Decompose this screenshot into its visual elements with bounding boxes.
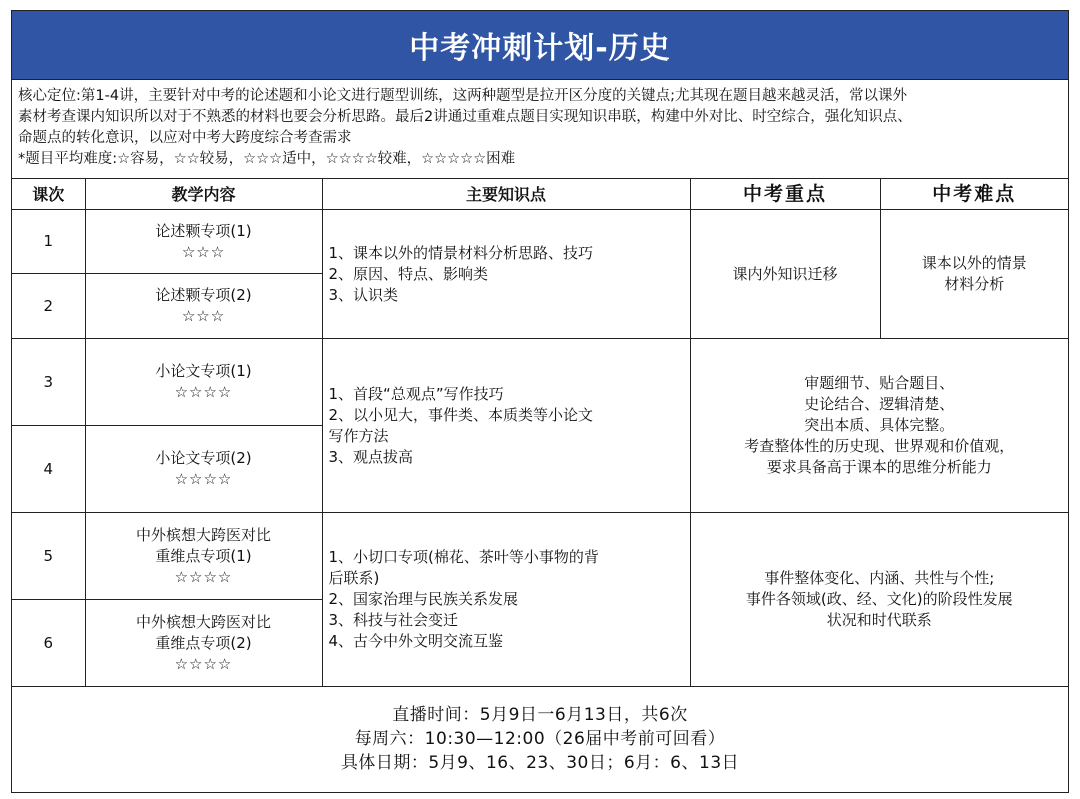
difficult-line: 材料分析 bbox=[944, 275, 1005, 293]
difficulty-stars: ☆☆☆☆ bbox=[174, 654, 233, 673]
key-and-difficult bbox=[690, 339, 1068, 513]
point-item: 3、认识类 bbox=[328, 285, 399, 304]
point-item: 1、首段“总观点”写作技巧 bbox=[328, 384, 504, 403]
knowledge-points bbox=[322, 339, 690, 513]
lesson-number: 1 bbox=[12, 210, 85, 274]
point-item: 3、观点拔高 bbox=[328, 447, 414, 466]
difficulty-stars: ☆☆☆ bbox=[181, 307, 226, 325]
specific-dates: 具体日期：5月9、16、23、30日；6月：6、13日 bbox=[340, 753, 740, 773]
difficulty-stars: ☆☆☆☆ bbox=[174, 383, 233, 401]
merged-line: 突出本质、具体完整。 bbox=[804, 416, 955, 434]
merged-line: 事件整体变化、内涵、共性与个性; bbox=[764, 569, 995, 587]
lesson-title: 小论文专项(2) bbox=[155, 449, 252, 467]
difficult-point bbox=[880, 210, 1068, 339]
lesson-number: 4 bbox=[12, 426, 85, 513]
lesson-content bbox=[85, 339, 322, 426]
header-lesson: 课次 bbox=[12, 179, 85, 210]
page-title: 中考冲刺计划-历史 bbox=[12, 11, 1068, 79]
point-item: 2、以小见大，事件类、本质类等小论文 bbox=[328, 405, 594, 424]
key-point: 课内外知识迁移 bbox=[690, 210, 880, 339]
point-item: 3、科技与社会变迁 bbox=[328, 611, 459, 629]
header-key: 中考重点 bbox=[690, 179, 880, 210]
lesson-content bbox=[85, 600, 322, 687]
difficulty-stars: ☆☆☆ bbox=[181, 242, 226, 261]
lesson-title: 论述颗专项(1) bbox=[155, 221, 252, 240]
lesson-title: 中外槟想大跨医对比 bbox=[135, 525, 271, 544]
lesson-number: 6 bbox=[12, 600, 85, 687]
key-and-difficult bbox=[690, 513, 1068, 687]
header-content: 教学内容 bbox=[85, 179, 322, 210]
table-row bbox=[12, 513, 1068, 600]
table-header-row bbox=[12, 179, 1068, 210]
difficulty-legend: *题目平均难度:☆容易，☆☆较易，☆☆☆适中，☆☆☆☆较难，☆☆☆☆☆困难 bbox=[18, 151, 516, 167]
intro-line: 素材考查课内知识所以对于不熟悉的材料也要会分析思路。最后2讲通过重难点题目实现知识串联，构建中外对比、时空综合，强化知识点、 bbox=[18, 109, 912, 125]
intro-section bbox=[12, 79, 1068, 179]
difficult-line: 课本以外的情景 bbox=[921, 254, 1027, 272]
lesson-content bbox=[85, 513, 322, 600]
merged-line: 状况和时代联系 bbox=[826, 611, 932, 629]
lesson-content bbox=[85, 274, 322, 339]
knowledge-points bbox=[322, 210, 690, 339]
difficulty-stars: ☆☆☆☆ bbox=[174, 470, 233, 488]
schedule-footer bbox=[12, 686, 1068, 792]
merged-line: 审题细节、贴合题目、 bbox=[804, 374, 955, 392]
point-item: 2、原因、特点、影响类 bbox=[328, 264, 489, 283]
point-item: 4、古今中外文明交流互鉴 bbox=[328, 632, 504, 650]
point-item: 写作方法 bbox=[328, 426, 389, 445]
plan-sheet bbox=[11, 10, 1069, 793]
intro-line: 核心定位:第1-4讲，主要针对中考的论述题和小论文进行题型训练，这两种题型是拉开区分度的关键点;尤其现在题目越来越灵活，常以课外 bbox=[18, 88, 907, 104]
lesson-subtitle: 重维点专项(2) bbox=[155, 633, 252, 652]
lesson-number: 2 bbox=[12, 274, 85, 339]
lesson-content bbox=[85, 210, 322, 274]
weekly-time: 每周六：10:30—12:00（26届中考前可回看） bbox=[354, 729, 726, 749]
broadcast-period: 直播时间：5月9日一6月13日，共6次 bbox=[392, 705, 688, 725]
lesson-title: 中外槟想大跨医对比 bbox=[135, 612, 271, 631]
lesson-content bbox=[85, 426, 322, 513]
point-item: 1、小切口专项(棉花、茶叶等小事物的背 bbox=[328, 548, 599, 566]
lesson-number: 3 bbox=[12, 339, 85, 426]
knowledge-points bbox=[322, 513, 690, 687]
table-row bbox=[12, 210, 1068, 274]
lesson-title: 小论文专项(1) bbox=[155, 362, 252, 380]
merged-line: 事件各领域(政、经、文化)的阶段性发展 bbox=[745, 590, 1013, 608]
merged-line: 要求具备高于课本的思维分析能力 bbox=[766, 458, 992, 476]
merged-line: 史论结合、逻辑清楚、 bbox=[804, 395, 955, 413]
lesson-title: 论述颗专项(2) bbox=[155, 286, 252, 304]
difficulty-stars: ☆☆☆☆ bbox=[174, 567, 233, 586]
intro-line: 命题点的转化意识，以应对中考大跨度综合考查需求 bbox=[18, 130, 352, 146]
table-row bbox=[12, 339, 1068, 426]
lesson-number: 5 bbox=[12, 513, 85, 600]
lesson-subtitle: 重维点专项(1) bbox=[155, 546, 252, 565]
header-points: 主要知识点 bbox=[322, 179, 690, 210]
point-item: 后联系) bbox=[328, 569, 380, 587]
point-item: 2、国家治理与民族关系发展 bbox=[328, 590, 519, 608]
schedule-table bbox=[12, 178, 1068, 687]
header-difficult: 中考难点 bbox=[880, 179, 1068, 210]
point-item: 1、课本以外的情景材料分析思路、技巧 bbox=[328, 243, 594, 262]
merged-line: 考查整体性的历史现、世界观和价值观， bbox=[744, 437, 1015, 455]
